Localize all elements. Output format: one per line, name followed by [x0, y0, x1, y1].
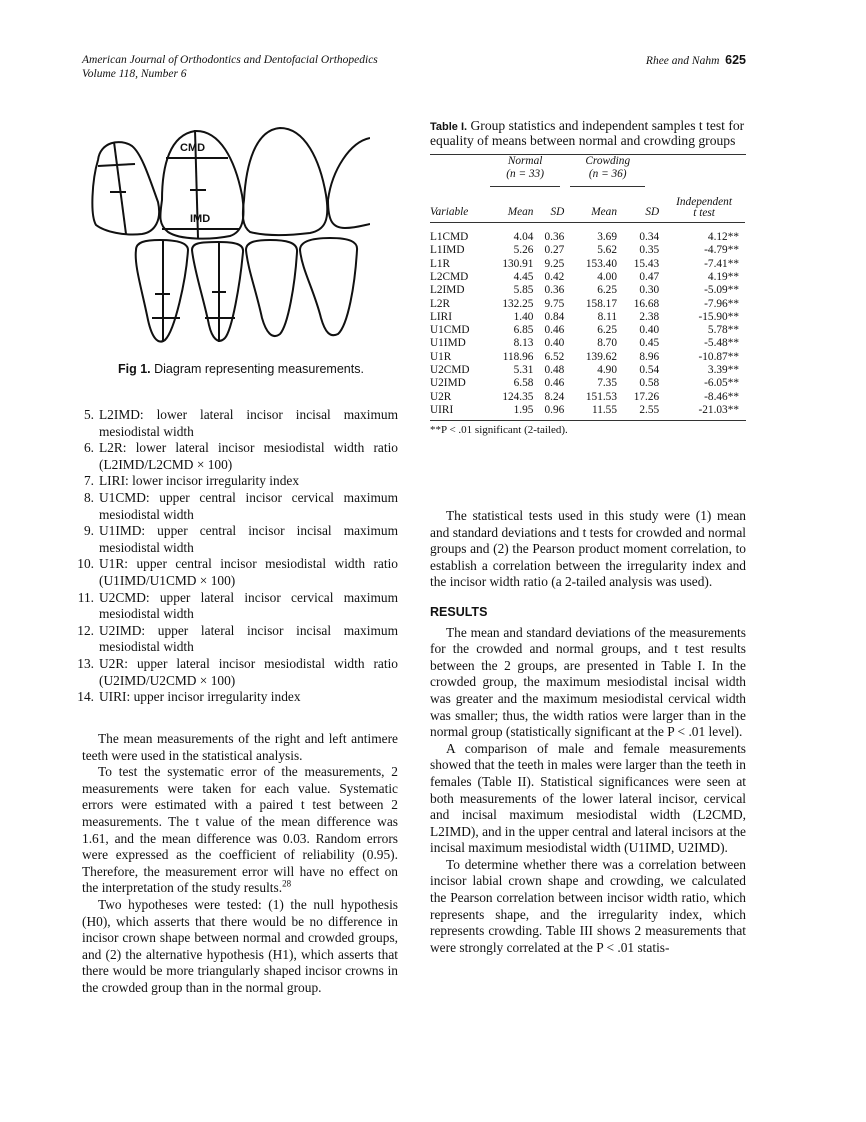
group-statistics-table: Normal (n = 33) Crowding (n = 36) Variable Mean SD Mean SD Independent t test L1CMD 4.04 0.36 3.69 0.34 4.12** L1IMD 5.26 0.27 5.62 0.35 -4.79** L1R 130.91 9.25 153.40 15.43 -7.41** L2CMD 4.45 0.42 4.00 0.47 4.19** L2IMD 5.85 0.36 6.25 0.30 -5.09** L2R 132.25 9.75 158.17 16.68 -7.96** LIRI 1.40 0.84 8.11 2.38 -15.90** U1CMD 6.85 0.46 6.25 0.40 5.78** U1IMD 8.13 0.40 8.70 0.45 -5.48** U1R 118.96 6.52 139.62 8.96 -10.87** U2CMD 5.31 0.48 4.90 0.54 3.39** U2IMD 6.58 0.46 7.35 0.58 -6.05** U2R 124.35 8.24 151.53 17.26 -8.46** UIRI 1.95 0.96 11.55 2.55 -21.03**: [430, 155, 745, 417]
left-body-text: [82, 731, 398, 997]
list-item: [72, 689, 398, 706]
table-cell: 5.78**: [707, 324, 739, 337]
upper-lateral-incisor-right: [328, 138, 370, 228]
col-mean: Mean: [591, 205, 617, 218]
table-cell: 4.04: [513, 231, 534, 244]
lower-lateral-incisor: [136, 240, 188, 342]
table-cell: -7.41**: [704, 257, 739, 270]
list-number: 14.: [77, 689, 94, 705]
table-row: [430, 271, 745, 284]
table-cell: 0.46: [544, 324, 565, 337]
list-text: U2CMD: upper lateral incisor cervical maximum mesiodistal width: [99, 589, 398, 622]
group-normal-header: Normal: [507, 155, 543, 167]
table-cell: 0.40: [544, 337, 565, 350]
table-cell: 8.96: [639, 350, 660, 363]
table-cell: 2.38: [639, 310, 660, 323]
table-cell: 0.84: [544, 310, 565, 323]
group-crowding-header: Crowding: [585, 155, 631, 167]
table-cell: 0.47: [639, 270, 660, 283]
variable-cell: L1CMD: [430, 231, 469, 244]
table-cell: 2.55: [639, 403, 660, 416]
upper-lateral-incisor: [92, 142, 159, 234]
table-cell: 118.96: [502, 350, 534, 363]
table-row: [430, 337, 745, 350]
table-cell: 16.68: [633, 297, 660, 310]
table-cell: 0.45: [639, 337, 660, 350]
table-row: [430, 284, 745, 297]
page-number: 625: [725, 53, 746, 67]
table-cell: -6.05**: [704, 377, 739, 390]
table-cell: 15.43: [633, 257, 660, 270]
paragraph: The mean measurements of the right and left antimere teeth were used in the statistical analysis.: [82, 731, 398, 763]
list-text: L2IMD: lower lateral incisor incisal maximum mesiodistal width: [99, 407, 398, 439]
table-cell: 9.75: [544, 297, 565, 310]
list-item: [72, 440, 398, 473]
list-number: 8.: [83, 489, 94, 505]
table-row: [430, 391, 745, 404]
table-cell: 132.25: [502, 297, 534, 310]
table-cell: 6.58: [513, 377, 534, 390]
table-cell: 4.90: [597, 364, 617, 377]
table-cell: 0.35: [639, 244, 660, 257]
figure-label: Fig 1.: [118, 362, 151, 376]
table-cell: 6.52: [544, 350, 565, 363]
variable-cell: UIRI: [430, 403, 454, 416]
results-heading: RESULTS: [430, 604, 488, 619]
table-cell: 6.85: [513, 324, 534, 337]
table-cell: 8.70: [597, 337, 617, 350]
table-footnote: **P < .01 significant (2-tailed).: [430, 424, 568, 437]
table-cell: -21.03**: [698, 403, 739, 416]
col-t-test: Independent: [676, 196, 732, 209]
list-text: L2R: lower lateral incisor mesiodistal width ratio (L2IMD/L2CMD × 100): [99, 440, 398, 472]
list-item: [72, 623, 398, 656]
paragraph: The mean and standard deviations of the measurements for the crowded and normal groups, and t test results between the 2 groups, are presented in Table I. In the crowded group, the maximum mesiodistal incisal width was greater and the maximum mesiodistal cervical width was smaller; thus, the width ratios were larger than in the normal group (statistically significant at the P < .01 level).: [430, 624, 746, 740]
table-cell: 5.31: [513, 364, 534, 377]
list-item: [72, 473, 398, 490]
variable-cell: U1IMD: [430, 337, 466, 350]
variable-cell: U2IMD: [430, 377, 466, 390]
table-cell: 0.96: [544, 403, 565, 416]
variable-cell: U2R: [430, 390, 452, 403]
cmd-label: CMD: [180, 142, 206, 154]
authors: Rhee and Nahm: [645, 55, 720, 67]
table-cell: 8.13: [513, 337, 534, 350]
measurement-list: [72, 407, 398, 706]
table-cell: -5.09**: [704, 284, 739, 297]
table-cell: 4.19**: [707, 270, 739, 283]
table-cell: -7.96**: [704, 297, 739, 310]
col-sd: SD: [550, 205, 565, 218]
table-cell: 5.85: [513, 284, 534, 297]
list-item: [72, 656, 398, 689]
paragraph: The statistical tests used in this study were (1) mean and standard deviations and t tests for crowded and normal groups and (2) the Pearson product moment correlation, to establish a correlation between the irregularity index and the incisor width ratio (a 2-tailed analysis was used).: [430, 508, 746, 590]
table-cell: 0.42: [544, 270, 565, 283]
variable-cell: L1R: [430, 257, 451, 270]
table-row: [430, 298, 745, 311]
list-item: [72, 590, 398, 623]
paragraph: A comparison of male and female measurements showed that the teeth in males were larger than the teeth in females (Table II). Statistical significances were seen at both measurements of the lower lateral incisor, cervical and incisal maximum mesiodistal width (L2CMD, L2IMD), and in the upper central and lateral incisors at the incisal maximum mesiodistal width (U1IMD, U2IMD).: [430, 740, 746, 856]
table-cell: 0.34: [639, 231, 660, 244]
list-item: [72, 556, 398, 589]
list-number: 13.: [77, 655, 94, 671]
table-cell: -10.87**: [698, 350, 739, 363]
table-cell: 0.30: [639, 284, 660, 297]
table-cell: 6.25: [597, 324, 617, 337]
figure-caption: [118, 362, 364, 376]
journal-title: American Journal of Orthodontics and Dentofacial Orthopedics: [82, 54, 378, 66]
table-row: [430, 244, 745, 257]
table-cell: -8.46**: [704, 390, 739, 403]
col-sd: SD: [645, 205, 660, 218]
table-cell: 0.27: [544, 244, 565, 257]
table-row: [430, 324, 745, 337]
running-header-left: [82, 53, 378, 81]
list-number: 6.: [83, 440, 94, 456]
table-cell: 9.25: [544, 257, 565, 270]
lower-lateral-incisor-right: [300, 238, 357, 335]
list-item: [72, 523, 398, 556]
table-cell: 5.26: [513, 244, 534, 257]
lower-central-incisor-right: [246, 240, 297, 336]
table-cell: 4.12**: [707, 231, 739, 244]
variable-cell: LIRI: [430, 310, 452, 323]
table-cell: 3.39**: [707, 364, 739, 377]
table-row: [430, 377, 745, 390]
variable-cell: L2CMD: [430, 270, 469, 283]
table-cell: 0.46: [544, 377, 565, 390]
table-cell: 11.55: [591, 403, 617, 416]
list-text: U1IMD: upper central incisor incisal maximum mesiodistal width: [99, 523, 398, 555]
list-item: [72, 490, 398, 523]
table-1: [430, 119, 746, 436]
table-cell: 4.45: [513, 270, 534, 283]
list-number: 5.: [83, 407, 94, 422]
table-cell: 4.00: [597, 270, 617, 283]
variable-cell: U2CMD: [430, 364, 470, 377]
table-cell: 7.35: [597, 377, 617, 390]
reference-28: 28: [282, 878, 292, 889]
list-number: 11.: [77, 589, 94, 605]
table-row: [430, 223, 745, 245]
teeth-diagram: [70, 120, 370, 350]
table-cell: 8.24: [544, 390, 565, 403]
right-body-text: [430, 508, 746, 956]
col-variable: Variable: [430, 205, 469, 218]
variable-cell: L2IMD: [430, 284, 465, 297]
running-header-right: [646, 53, 746, 68]
table-cell: 1.40: [513, 310, 534, 323]
table-row: [430, 364, 745, 377]
list-text: UIRI: upper incisor irregularity index: [99, 689, 301, 705]
list-number: 10.: [77, 556, 94, 572]
list-text: U1R: upper central incisor mesiodistal width ratio (U1IMD/U1CMD × 100): [99, 556, 398, 588]
table-row: [430, 351, 745, 364]
table-cell: 0.58: [639, 377, 660, 390]
table-row: [430, 258, 745, 271]
table-caption: Table I. Group statistics and independent samples t test for equality of means between normal and crowding groups: [430, 118, 745, 148]
table-cell: 0.54: [639, 364, 660, 377]
table-cell: 5.62: [597, 244, 617, 257]
journal-volume: Volume 118, Number 6: [82, 68, 187, 80]
paragraph: To determine whether there was a correlation between incisor labial crown shape and crowding, we calculated the Pearson correlation between incisor width ratio, which represents shape, and the irregularity index, which represents crowding. Table III shows 2 measurements that were strongly correlated at the P < .01 statis-: [430, 856, 746, 955]
table-cell: 6.25: [597, 284, 617, 297]
table-cell: 0.36: [544, 284, 565, 297]
table-row: [430, 311, 745, 324]
variable-cell: U1R: [430, 350, 452, 363]
table-cell: 151.53: [585, 390, 617, 403]
table-cell: 139.62: [585, 350, 617, 363]
list-number: 9.: [83, 523, 94, 539]
table-cell: -15.90**: [698, 310, 739, 323]
variable-cell: L2R: [430, 297, 451, 310]
table-cell: 8.11: [597, 310, 617, 323]
table-cell: -4.79**: [704, 244, 739, 257]
list-text: LIRI: lower incisor irregularity index: [99, 473, 300, 489]
table-cell: 130.91: [502, 257, 534, 270]
upper-central-incisor-right: [243, 128, 327, 235]
table-cell: 3.69: [597, 231, 617, 244]
figure-caption-text: Diagram representing measurements.: [150, 362, 364, 376]
variable-cell: U1CMD: [430, 324, 470, 337]
list-text: U1CMD: upper central incisor cervical maximum mesiodistal width: [99, 489, 398, 522]
table-cell: -5.48**: [704, 337, 739, 350]
col-mean: Mean: [507, 205, 534, 218]
paragraph: Two hypotheses were tested: (1) the null hypothesis (H0), which asserts that there would be no difference in incisor crown shape between normal and crowded groups, and (2) the alternative hypothesis (H1), which asserts that there would be more triangularly shaped incisor crowns in the crowded group than in the normal group.: [82, 896, 398, 995]
table-cell: 17.26: [633, 390, 660, 403]
table-cell: 1.95: [513, 403, 534, 416]
list-number: 12.: [77, 622, 94, 638]
table-cell: 124.35: [502, 390, 534, 403]
paragraph: To test the systematic error of the measurements, 2 measurements were taken for each value. Systematic errors were estimated with a paired t test between 2 measurements. The t value of the mean difference was 1.61, and the mean difference was 0.03. Random errors were expressed as the coefficient of reliability (0.95). Therefore, the measurement error will have no effect on the interpretation of the study results.$^{28}$: [82, 764, 398, 896]
list-text: U2IMD: upper lateral incisor incisal maximum mesiodistal width: [99, 622, 398, 655]
table-cell: 0.36: [544, 231, 565, 244]
table-cell: 0.40: [639, 324, 660, 337]
table-cell: 0.48: [544, 364, 565, 377]
list-number: 7.: [83, 473, 94, 489]
imd-label: IMD: [190, 213, 211, 225]
table-cell: 153.40: [585, 257, 617, 270]
table-row: [430, 404, 745, 417]
list-text: U2R: upper lateral incisor mesiodistal width ratio (U2IMD/U2CMD × 100): [99, 655, 398, 688]
list-item: [72, 407, 398, 440]
variable-cell: L1IMD: [430, 244, 465, 257]
table-cell: 158.17: [585, 297, 617, 310]
table-label: Table I.: [430, 121, 468, 133]
